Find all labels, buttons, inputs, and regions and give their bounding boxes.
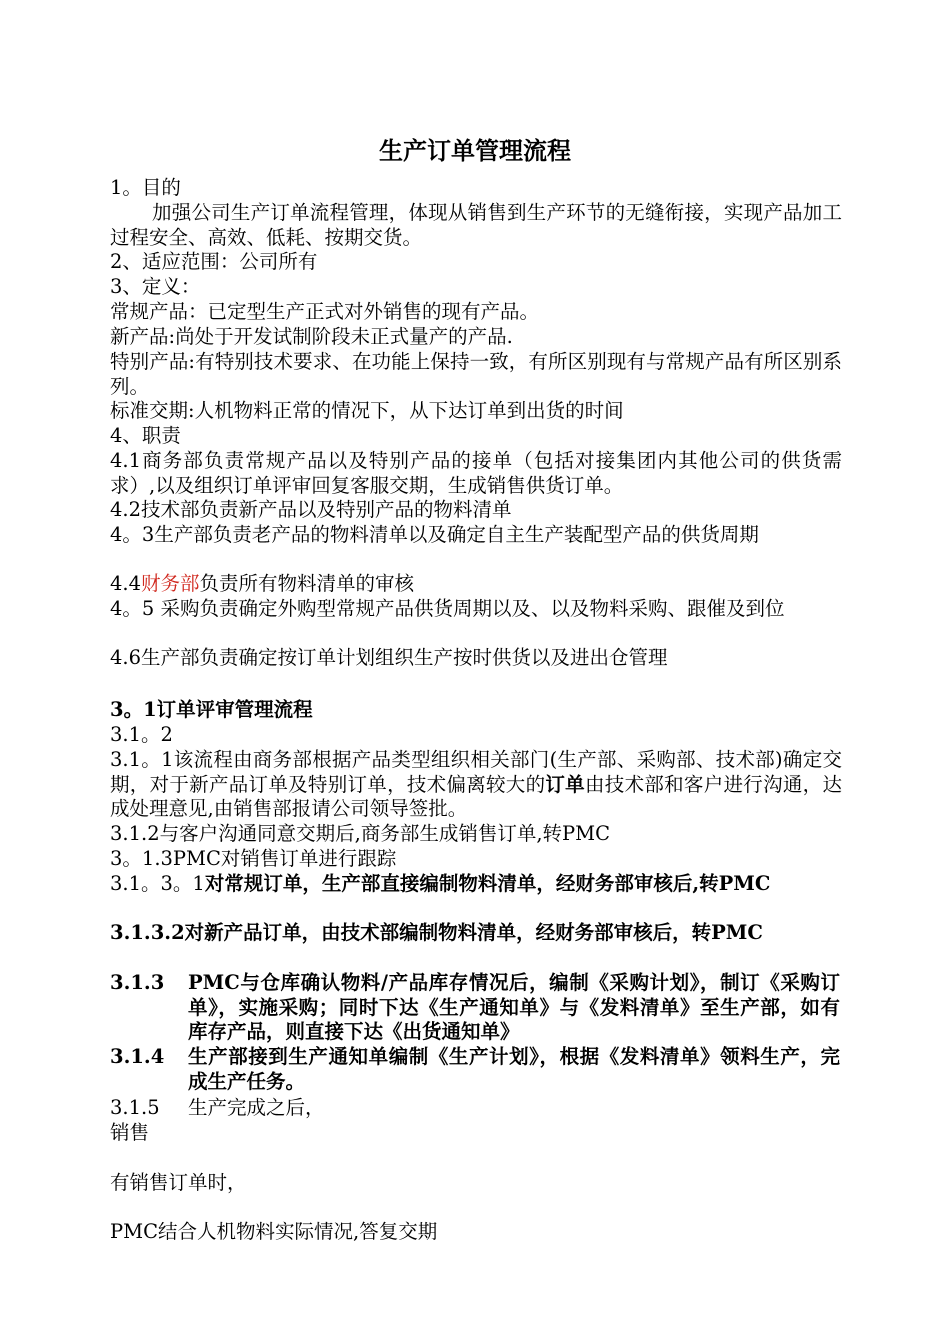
flow-pmc-reply: PMC结合人机物料实际情况,答复交期 xyxy=(110,1220,438,1243)
section-3-1-2-label: 3.1。2 xyxy=(110,723,173,746)
section-3-1-3-1-number: 3.1。3。1 xyxy=(110,872,205,895)
section-3-1-1-bold: 订单 xyxy=(545,772,585,796)
duty-4-4-number: 4.4 xyxy=(110,572,142,595)
section-1-heading: 1。目的 xyxy=(110,176,181,199)
document-title: 生产订单管理流程 xyxy=(379,136,571,165)
section-4-heading: 4、职责 xyxy=(110,424,181,447)
section-3-1-1-paragraph xyxy=(110,748,842,822)
definition-standard-lead-time: 标准交期:人机物料正常的情况下，从下达订单到出货的时间 xyxy=(110,399,624,422)
finance-dept-highlight: 财务部 xyxy=(141,572,200,595)
definition-regular-product: 常规产品：已定型生产正式对外销售的现有产品。 xyxy=(110,300,540,323)
item-3-1-5-number: 3.1.5 xyxy=(110,1096,160,1119)
duty-4-4 xyxy=(110,572,414,597)
section-3-1-1-text-a: 3.1。1该流程由商务部根据产品类型组织相关部门(生产部、采购部、技术部)确定交期，对于新产品订单及特别订单，技术偏离较大的 xyxy=(110,748,842,796)
item-3-1-3-text: PMC与仓库确认物料/产品库存情况后，编制《采购计划》，制订《采购订单》，实施采购；同时下达《生产通知单》与《发料清单》至生产部，如有库存产品，则直接下达《出货通知单》 xyxy=(188,971,840,1044)
duty-4-4-text: 负责所有物料清单的审核 xyxy=(199,572,415,595)
section-3-1-heading: 3。1订单评审管理流程 xyxy=(110,698,313,721)
item-3-1-3-number: 3.1.3 xyxy=(110,971,165,994)
flow-sales-order: 有销售订单时， xyxy=(110,1171,247,1194)
section-3-1-2-line: 3.1.2与客户沟通同意交期后,商务部生成销售订单,转PMC xyxy=(110,822,611,845)
section-3-1-1-text-b: 由技术部和客户进行沟通，达成处理意见,由销售部报请公司领导签批。 xyxy=(110,772,842,821)
duty-4-1: 4.1商务部负责常规产品以及特别产品的接单（包括对接集团内其他公司的供货需求）,以及组织订单评审回复客服交期，生成销售供货订单。 xyxy=(110,449,842,497)
section-3-1-3-1-paragraph xyxy=(110,872,842,897)
section-3-1-3-line: 3。1.3PMC对销售订单进行跟踪 xyxy=(110,847,397,870)
item-3-1-4-number: 3.1.4 xyxy=(110,1045,165,1068)
duty-4-3: 4。3生产部负责老产品的物料清单以及确定自主生产装配型产品的供货周期 xyxy=(110,523,759,546)
section-3-1-3-2-line: 3.1.3.2对新产品订单，由技术部编制物料清单，经财务部审核后，转PMC xyxy=(110,921,763,944)
flow-sales: 销售 xyxy=(110,1121,150,1144)
section-2-heading: 2、适应范围：公司所有 xyxy=(110,250,318,273)
section-3-heading: 3、定义： xyxy=(110,275,201,298)
item-3-1-4-text: 生产部接到生产通知单编制《生产计划》，根据《发料清单》领料生产，完成生产任务。 xyxy=(188,1045,840,1093)
item-3-1-5-text: 生产完成之后， xyxy=(188,1096,325,1119)
duty-4-2: 4.2技术部负责新产品以及特别产品的物料清单 xyxy=(110,498,512,521)
purpose-paragraph: 加强公司生产订单流程管理，体现从销售到生产环节的无缝衔接，实现产品加工过程安全、高效、低耗、按期交货。 xyxy=(110,201,842,249)
section-3-1-3-1-text: 对常规订单，生产部直接编制物料清单，经财务部审核后,转PMC xyxy=(204,872,771,895)
definition-new-product: 新产品:尚处于开发试制阶段未正式量产的产品. xyxy=(110,325,513,348)
definition-special-product: 特别产品:有特别技术要求、在功能上保持一致，有所区别现有与常规产品有所区别系列。 xyxy=(110,350,842,398)
duty-4-5: 4。5 采购负责确定外购型常规产品供货周期以及、以及物料采购、跟催及到位 xyxy=(110,597,785,620)
duty-4-6: 4.6生产部负责确定按订单计划组织生产按时供货以及进出仓管理 xyxy=(110,646,668,669)
